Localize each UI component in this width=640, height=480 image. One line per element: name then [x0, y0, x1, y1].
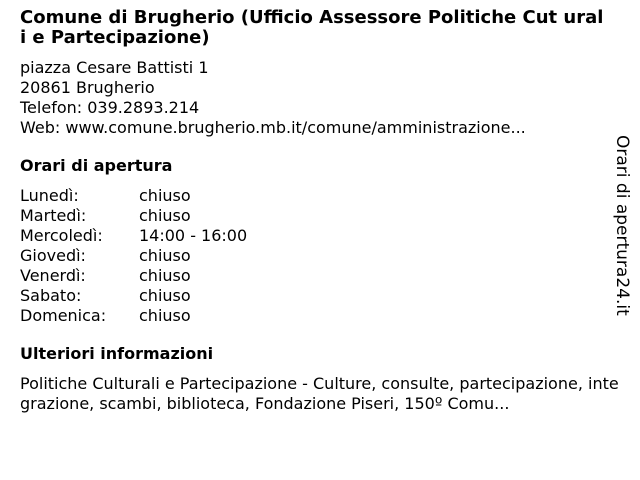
hours-value: 14:00 - 16:00 [139, 226, 248, 245]
opening-hours-table [20, 186, 605, 326]
hours-value: chiuso [139, 206, 191, 225]
website-link[interactable]: Web: www.comune.brugherio.mb.it/comune/amministrazione... [20, 118, 526, 137]
day-label: Venerdì: [20, 266, 86, 285]
day-label: Martedì: [20, 206, 87, 225]
day-label: Mercoledì: [20, 226, 103, 245]
city-postcode: 20861 Brugherio [20, 78, 155, 97]
hours-value: chiuso [139, 266, 191, 285]
day-label: Domenica: [20, 306, 107, 325]
site-brand-vertical: Orari di apertura24.it [612, 135, 632, 316]
hours-row-monday [20, 186, 605, 206]
hours-row-thursday [20, 246, 605, 266]
business-title: Comune di Brugherio (Ufficio Assessore Politiche Cut urali e Partecipazione) [20, 7, 604, 48]
opening-hours-heading: Orari di apertura [20, 156, 173, 175]
hours-row-friday [20, 266, 605, 286]
hours-value: chiuso [139, 186, 191, 205]
hours-value: chiuso [139, 306, 191, 325]
hours-row-sunday [20, 306, 605, 326]
business-card [20, 7, 619, 414]
additional-info-text: Politiche Culturali e Partecipazione - Culture, consulte, partecipazione, integrazione, scambi, biblioteca, Fondazione Piseri, 150º Comu... [20, 374, 619, 413]
hours-row-wednesday [20, 226, 605, 246]
day-label: Giovedì: [20, 246, 86, 265]
hours-row-saturday [20, 286, 605, 306]
additional-info-heading: Ulteriori informazioni [20, 344, 214, 363]
day-label: Sabato: [20, 286, 82, 305]
day-label: Lunedì: [20, 186, 79, 205]
address-block [20, 58, 605, 138]
hours-value: chiuso [139, 286, 191, 305]
hours-row-tuesday [20, 206, 605, 226]
hours-value: chiuso [139, 246, 191, 265]
street-address: piazza Cesare Battisti 1 [20, 58, 209, 77]
phone-number[interactable]: Telefon: 039.2893.214 [20, 98, 200, 117]
